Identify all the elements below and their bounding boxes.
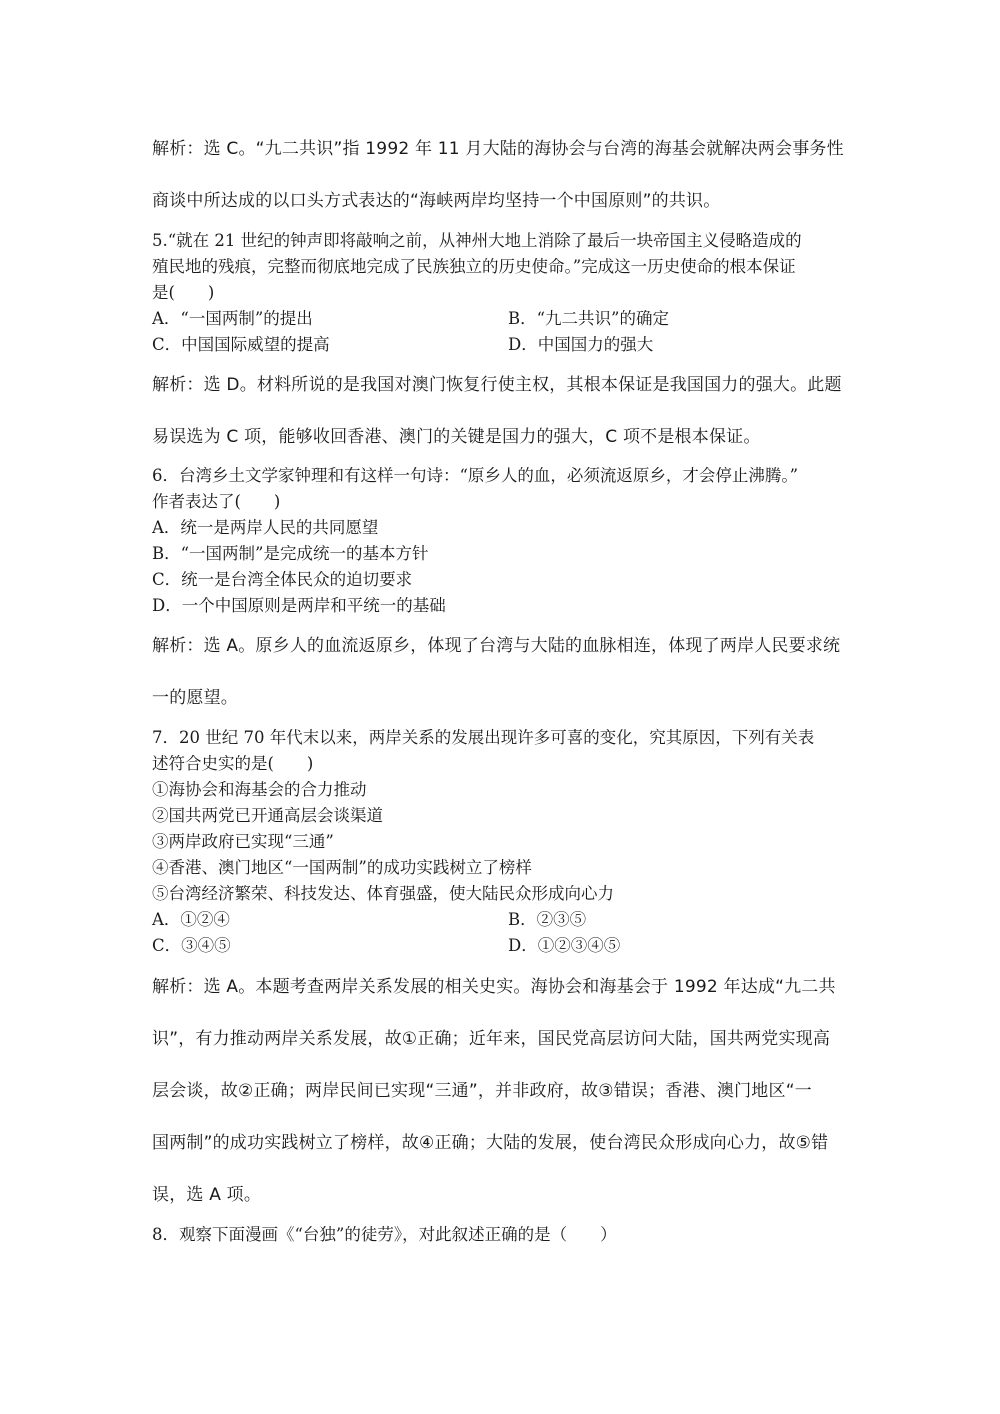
q5-option-b: B．“九二共识”的确定 bbox=[508, 309, 669, 328]
q6-analysis-line-2: 一的愿望。 bbox=[152, 688, 238, 708]
q7-analysis-line-5: 误，选 A 项。 bbox=[152, 1185, 262, 1205]
q5-analysis-line-2: 易误选为 C 项，能够收回香港、澳门的关键是国力的强大，C 项不是根本保证。 bbox=[152, 427, 761, 447]
q7-statement-3: ③两岸政府已实现“三通” bbox=[152, 832, 334, 851]
q5-option-d: D．中国国力的强大 bbox=[508, 335, 654, 354]
q6-option-d: D．一个中国原则是两岸和平统一的基础 bbox=[152, 596, 446, 615]
q5-analysis-line-1: 解析：选 D。材料所说的是我国对澳门恢复行使主权，其根本保证是我国国力的强大。此题 bbox=[152, 375, 842, 395]
q8-stem: 8．观察下面漫画《“台独”的徒劳》，对此叙述正确的是（ ） bbox=[152, 1225, 617, 1244]
q5-stem-line-1: 5.“就在 21 世纪的钟声即将敲响之前，从神州大地上消除了最后一块帝国主义侵略造成的 bbox=[152, 231, 802, 250]
q7-option-a: A．①②④ bbox=[152, 910, 230, 929]
q7-analysis-line-1: 解析：选 A。本题考查两岸关系发展的相关史实。海协会和海基会于 1992 年达成“九二共 bbox=[152, 977, 836, 997]
q5-stem-line-2: 殖民地的残痕，完整而彻底地完成了民族独立的历史使命。”完成这一历史使命的根本保证 bbox=[152, 257, 796, 276]
q6-stem-line-1: 6．台湾乡土文学家钟理和有这样一句诗：“原乡人的血，必须流返原乡，才会停止沸腾。” bbox=[152, 466, 799, 485]
q6-option-b: B．“一国两制”是完成统一的基本方针 bbox=[152, 544, 429, 563]
q7-option-d: D．①②③④⑤ bbox=[508, 936, 621, 955]
q7-statement-5: ⑤台湾经济繁荣、科技发达、体育强盛，使大陆民众形成向心力 bbox=[152, 884, 614, 903]
q6-analysis-line-1: 解析：选 A。原乡人的血流返原乡，体现了台湾与大陆的血脉相连，体现了两岸人民要求统 bbox=[152, 636, 841, 656]
q7-option-c: C．③④⑤ bbox=[152, 936, 231, 955]
q5-stem-line-3: 是( ) bbox=[152, 283, 215, 302]
q6-stem-line-2: 作者表达了( ) bbox=[152, 492, 281, 511]
q4-analysis-line-2: 商谈中所达成的以口头方式表达的“海峡两岸均坚持一个中国原则”的共识。 bbox=[152, 191, 721, 211]
q7-statement-2: ②国共两党已开通高层会谈渠道 bbox=[152, 806, 383, 825]
q7-statement-1: ①海协会和海基会的合力推动 bbox=[152, 780, 367, 799]
q7-stem-line-2: 述符合史实的是( ) bbox=[152, 754, 314, 773]
q5-option-a: A．“一国两制”的提出 bbox=[152, 309, 313, 328]
q7-analysis-line-3: 层会谈，故②正确；两岸民间已实现“三通”，并非政府，故③错误；香港、澳门地区“一 bbox=[152, 1081, 812, 1101]
q7-statement-4: ④香港、澳门地区“一国两制”的成功实践树立了榜样 bbox=[152, 858, 532, 877]
q5-option-c: C．中国国际威望的提高 bbox=[152, 335, 330, 354]
q7-analysis-line-4: 国两制”的成功实践树立了榜样，故④正确；大陆的发展，使台湾民众形成向心力，故⑤错 bbox=[152, 1133, 829, 1153]
q7-analysis-line-2: 识”，有力推动两岸关系发展，故①正确；近年来，国民党高层访问大陆，国共两党实现高 bbox=[152, 1029, 831, 1049]
q6-option-a: A．统一是两岸人民的共同愿望 bbox=[152, 518, 379, 537]
q7-option-b: B．②③⑤ bbox=[508, 910, 587, 929]
q6-option-c: C．统一是台湾全体民众的迫切要求 bbox=[152, 570, 413, 589]
q4-analysis-line-1: 解析：选 C。“九二共识”指 1992 年 11 月大陆的海协会与台湾的海基会就解决两会事务性 bbox=[152, 139, 844, 159]
q7-stem-line-1: 7．20 世纪 70 年代末以来，两岸关系的发展出现许多可喜的变化，究其原因，下列有关表 bbox=[152, 728, 815, 747]
